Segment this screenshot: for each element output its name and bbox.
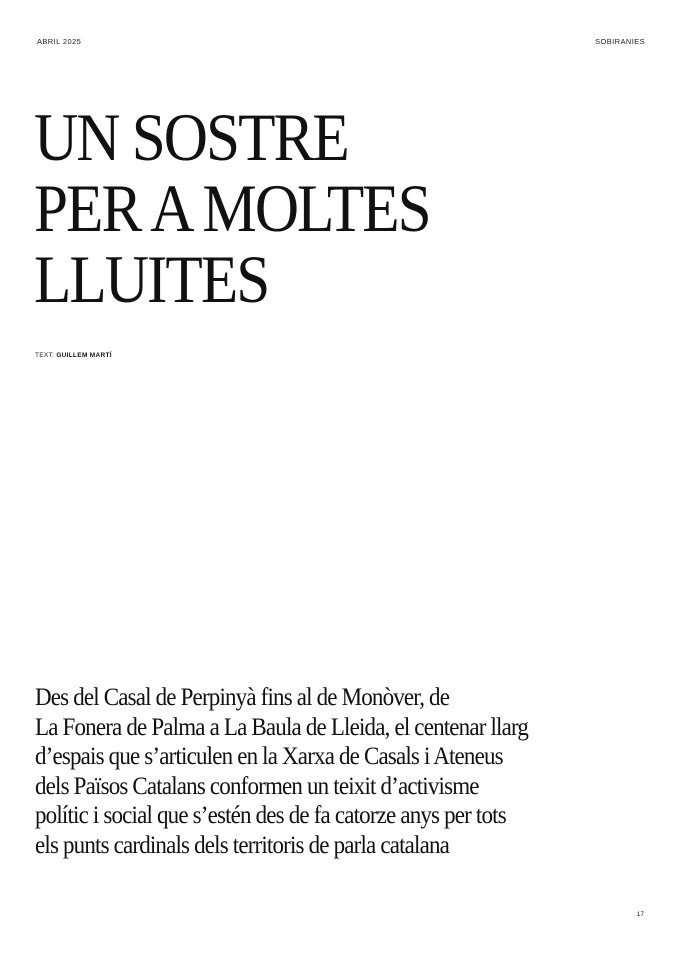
byline xyxy=(35,352,112,359)
page-number: 17 xyxy=(636,911,644,918)
article-lede xyxy=(35,683,655,860)
section-name: SOBIRANIES xyxy=(595,37,645,46)
title-line: LLUITES xyxy=(34,241,269,317)
title-line: UN SOSTRE xyxy=(34,99,348,175)
lede-line: La Fonera de Palma a La Baula de Lleida, el centenar llarg xyxy=(35,713,529,741)
lede-line: els punts cardinals dels territoris de parla catalana xyxy=(35,831,450,859)
title-line: PER A MOLTES xyxy=(34,170,430,246)
byline-author: GUILLEM MARTÍ xyxy=(56,352,112,359)
issue-date: ABRIL 2025 xyxy=(37,37,82,46)
byline-label: TEXT: xyxy=(35,352,57,359)
lede-line: d’espais que s’articulen en la Xarxa de Casals i Ateneus xyxy=(35,743,503,770)
lede-line: dels Països Catalans conformen un teixit d’activisme xyxy=(35,772,479,800)
article-title xyxy=(34,99,474,317)
lede-line: polític i social que s’estén des de fa catorze anys per tots xyxy=(35,802,506,829)
lede-line: Des del Casal de Perpinyà fins al de Monòver, de xyxy=(35,684,450,711)
